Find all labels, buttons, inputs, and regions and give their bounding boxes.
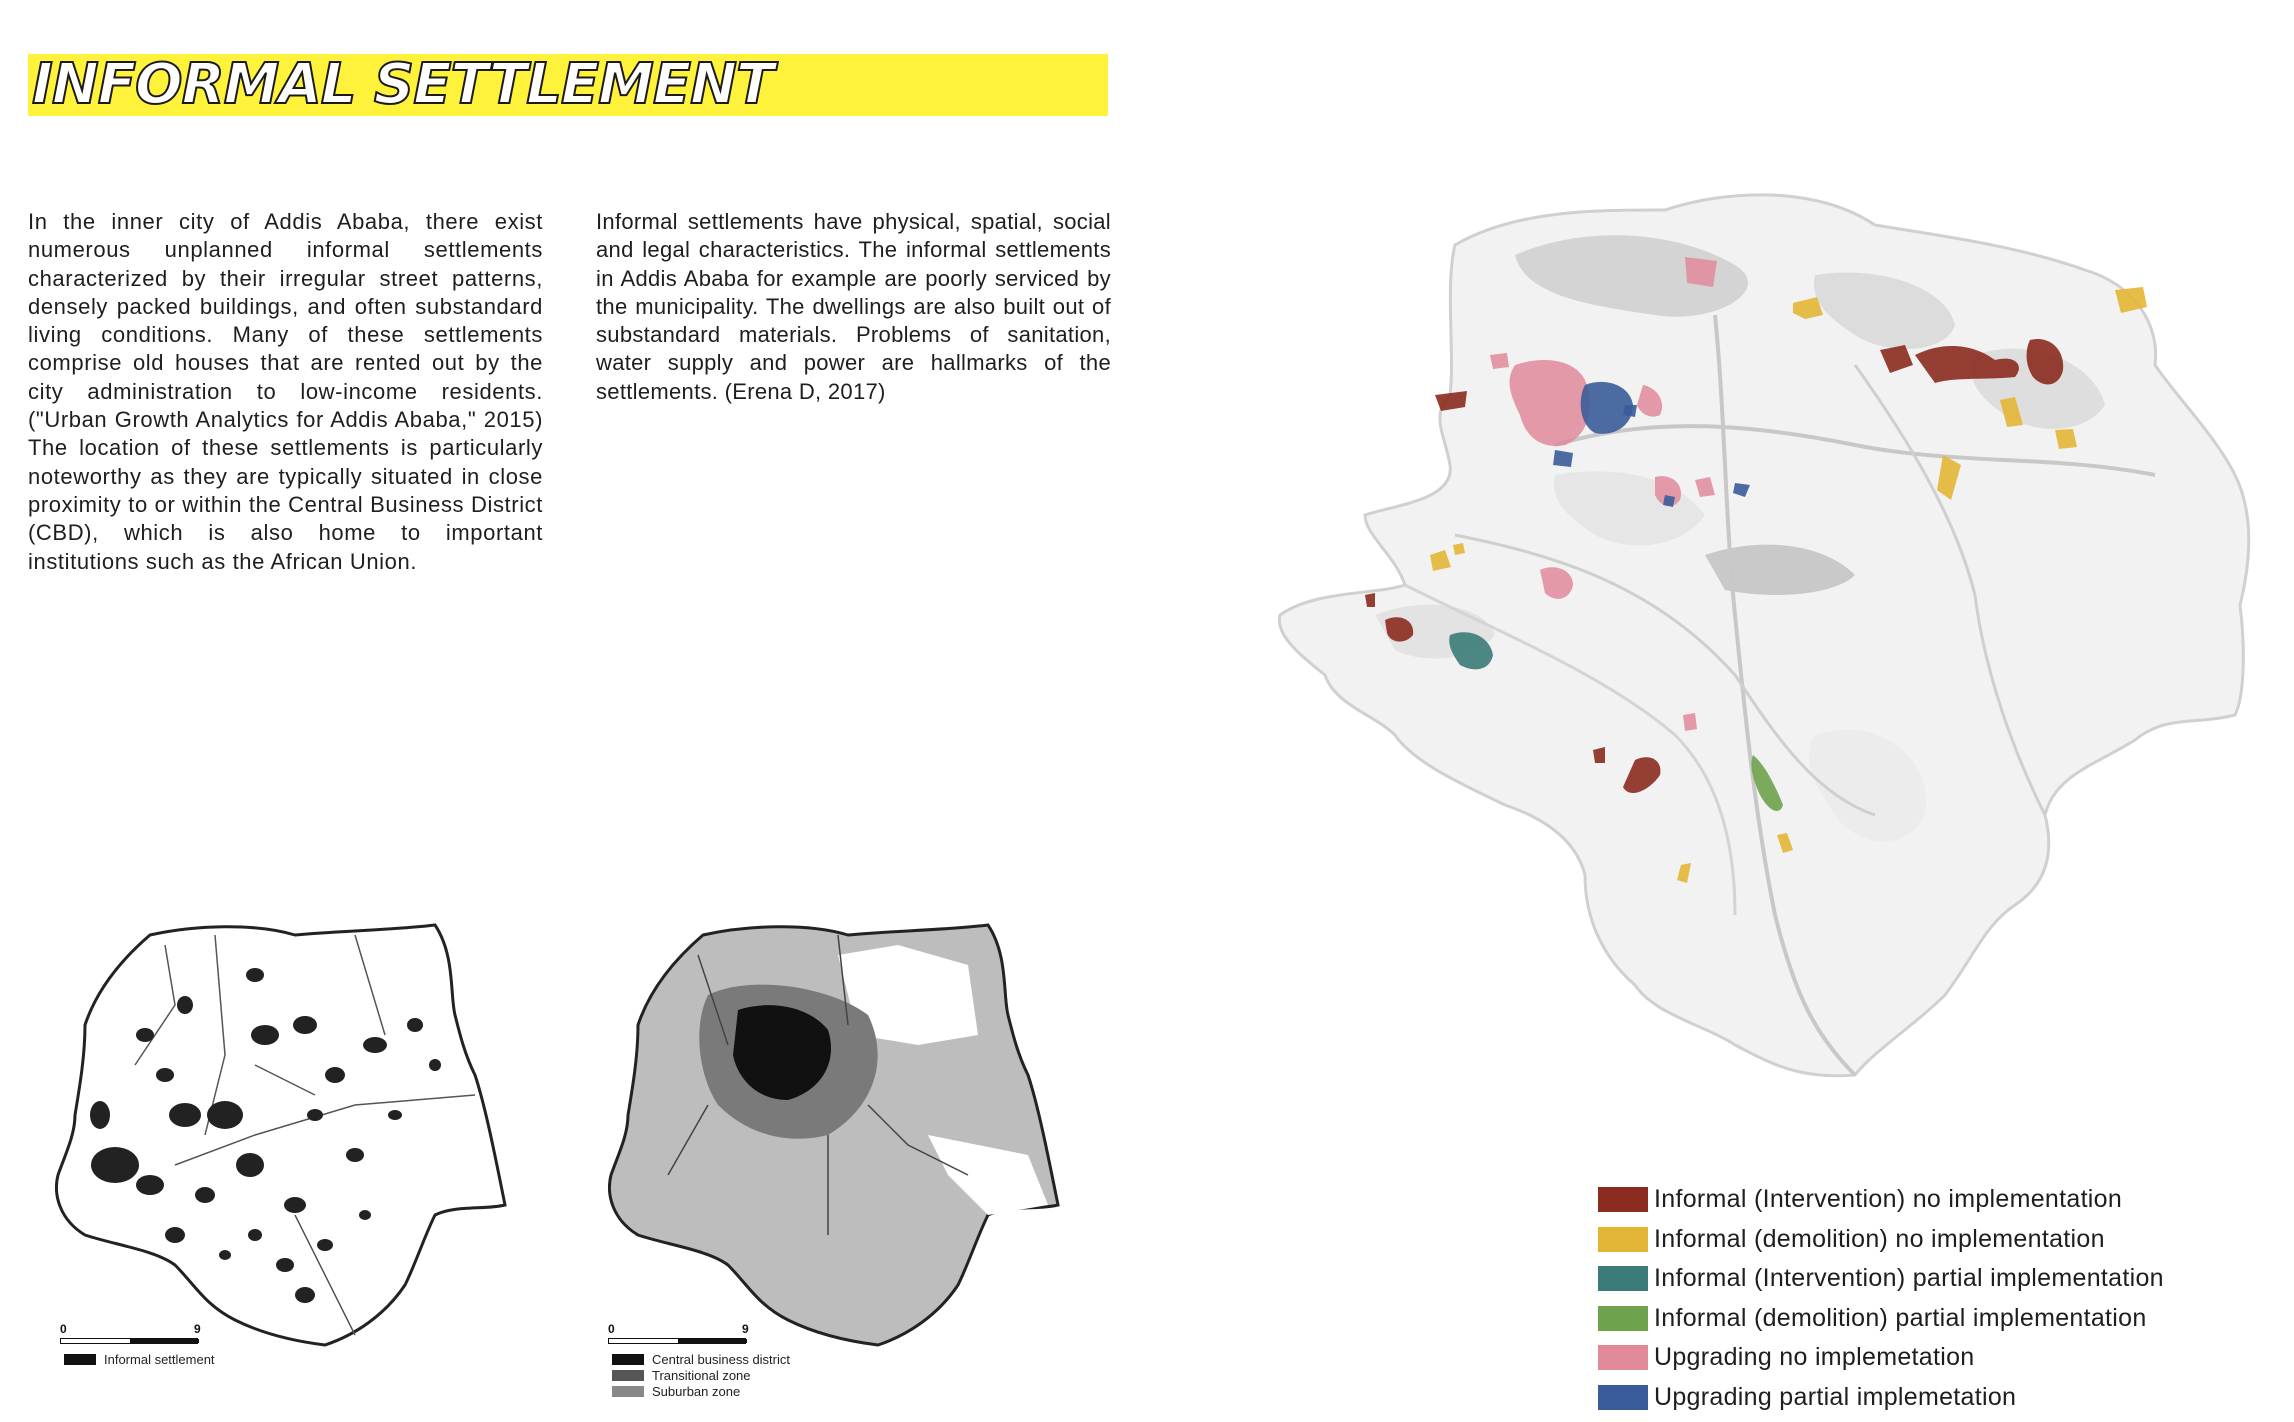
- legend-item: Informal (demolition) no implementation: [1598, 1220, 2164, 1260]
- legend-item: Informal (Intervention) partial implementation: [1598, 1259, 2164, 1299]
- legend-item-informal: Informal settlement: [64, 1351, 215, 1367]
- settlement-legend: [1598, 1180, 2164, 1417]
- legend-item: Informal (demolition) partial implementation: [1598, 1299, 2164, 1339]
- characteristics-paragraph: Informal settlements have physical, spatial, social and legal characteristics. The informal settlements in Addis Ababa for example are poorly serviced by the municipality. The dwellings are also built out of substandard materials. Problems of sanitation, water supply and power are hallmarks of the settlements. (Erena D, 2017): [596, 209, 1111, 404]
- legend-item: Upgrading partial implemetation: [1598, 1378, 2164, 1418]
- zones-map: [608, 915, 1068, 1355]
- legend-swatch: [1598, 1345, 1648, 1370]
- zones-legend: [612, 1351, 790, 1399]
- legend-swatch: [1598, 1227, 1648, 1252]
- legend-swatch: [1598, 1266, 1648, 1291]
- legend-swatch: [1598, 1385, 1648, 1410]
- legend-item: Informal (Intervention) no implementation: [1598, 1180, 2164, 1220]
- legend-item-suburban: Suburban zone: [612, 1383, 790, 1399]
- legend-item-transitional: Transitional zone: [612, 1367, 790, 1383]
- legend-swatch: [1598, 1187, 1648, 1212]
- informal-settlement-map: [55, 915, 515, 1355]
- intro-paragraph: In the inner city of Addis Ababa, there exist numerous unplanned informal settlements characterized by their irregular street patterns, densely packed buildings, and often substandard living conditions. Many of these settlements comprise old houses that are rented out by the city administration to low-income residents. ("Urban Growth Analytics for Addis Ababa," 2015) The location of these settlements is particularly noteworthy as they are typically situated in close proximity to or within the Central Business District (CBD), which is also home to important institutions such as the African Union.: [28, 209, 543, 574]
- informal-settlement-legend: [64, 1351, 215, 1367]
- title-banner: [28, 54, 1108, 116]
- city-base: [1279, 195, 2248, 1076]
- legend-item-cbd: Central business district: [612, 1351, 790, 1367]
- legend-swatch: [1598, 1306, 1648, 1331]
- page-title: INFORMAL SETTLEMENT: [32, 52, 774, 117]
- legend-item: Upgrading no implemetation: [1598, 1338, 2164, 1378]
- settlement-map: [1255, 115, 2255, 1155]
